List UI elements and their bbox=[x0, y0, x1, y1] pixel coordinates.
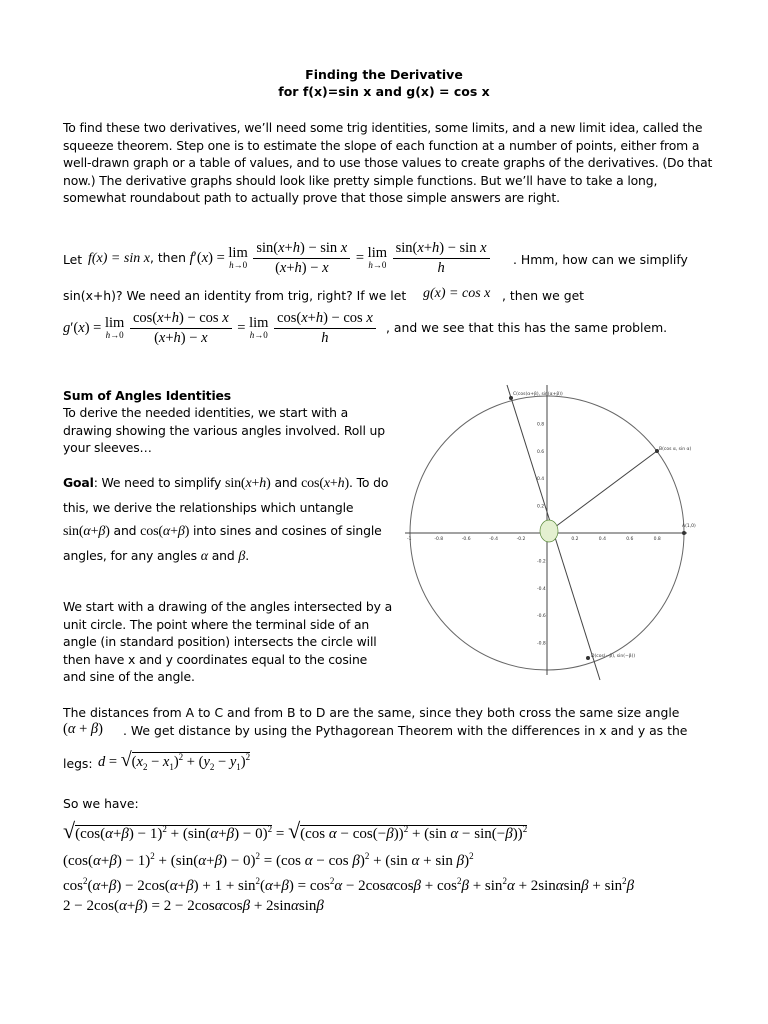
equation-4: 2 − 2cos(α+β) = 2 − 2cosαcosβ + 2sinαsinβ bbox=[63, 898, 324, 914]
fprime-limit-expression: f(x) = sin x, then f′(x) = lim h→0 $\frac{\text{sin(x+h) − sin x}}{(x+h) - x}$ = lim h→0 $\frac{\text{sin(x+h) − sin x}}{h}$ bbox=[88, 240, 492, 277]
f-definition: f(x) = sin x bbox=[88, 250, 150, 266]
ray-b bbox=[547, 451, 657, 533]
y-tick-label: -0.6 bbox=[537, 614, 546, 620]
x-tick-label: -0.6 bbox=[461, 537, 471, 542]
section-heading: Sum of Angles Identities bbox=[63, 388, 232, 403]
x-tick-labels bbox=[407, 536, 661, 542]
title-line-2: for f(x)=sin x and g(x) = cos x bbox=[278, 84, 490, 99]
gprime-limit-expression: g′(x) = lim h→0 $\frac{\text{cos(x+h) − cos x}}{(x+h) - x}$ = lim h→0 $\frac{\text{cos(x+h) − cos x}}{h}$ bbox=[63, 310, 378, 347]
label-c: C(cos(α+β), sin(α+β)) bbox=[513, 392, 563, 397]
let-suffix: . Hmm, how can we simplify bbox=[513, 252, 688, 267]
label-b: B(cos α, sin α) bbox=[659, 447, 692, 452]
unit-circle-diagram bbox=[395, 375, 700, 685]
x-tick-label: 0.8 bbox=[653, 537, 661, 542]
goal-label: Goal bbox=[63, 475, 94, 490]
distance-formula: $d = √(x_2 - x_1)^2 + (y_2 - y_1)^2$ bbox=[98, 749, 251, 772]
g-definition: g(x) = cos x bbox=[423, 286, 491, 301]
y-tick-label: -0.2 bbox=[537, 559, 546, 565]
label-a: A(1,0) bbox=[682, 524, 696, 529]
section-paragraph-1: To derive the needed identities, we start with a drawing showing the various angles involved. Roll up your sleeves… bbox=[63, 405, 385, 456]
legs-label: legs: bbox=[63, 756, 93, 771]
title-line-1: Finding the Derivative bbox=[305, 67, 463, 82]
equation-2: $(\cos(\alpha+\beta) - 1)^2 + (\sin(\alpha+\beta) - 0)^2 = (\cos$ α − cos β)$^2$ + (sin α + sin β)$^2$ bbox=[63, 851, 474, 869]
x-tick-label: 0.2 bbox=[571, 537, 579, 542]
intro-paragraph: To find these two derivatives, we’ll need some trig identities, some limits, and a new limit idea, called the squeeze theorem. Step one is to estimate the slope of each function at a number of points, either from a well-drawn graph or a table of values, and to use those values to create graphs of the derivatives. (Do that now.) The derivative graphs should look like pretty simple functions. But we’ll have to take a long, somewhat roundabout path to actually prove that those simple answers are right. bbox=[63, 120, 713, 206]
sin-line-suffix: , then we get bbox=[502, 288, 585, 303]
distance-line-2: . We get distance by using the Pythagorean Theorem with the differences in x and y as the bbox=[123, 723, 688, 738]
x-tick-label: -1 bbox=[407, 537, 412, 542]
angle-marker bbox=[540, 520, 558, 542]
distance-line-1: The distances from A to C and from B to D are the same, since they both cross the same size angle bbox=[63, 705, 680, 720]
alpha-plus-beta: (α + β) bbox=[63, 721, 103, 737]
y-tick-label: 0.6 bbox=[537, 449, 545, 455]
equation-3: $\cos^2(\alpha+\beta) - 2\cos(\alpha+\beta) + 1 + \sin^2(\alpha+\beta) = \cos^2\alpha - 2\cos\alpha\cos\beta + \cos^2\beta + \sin^2\alpha + 2\sin\alpha\sin\beta + \sin^2\beta$ bbox=[63, 876, 635, 894]
y-tick-label: 0.4 bbox=[537, 477, 545, 483]
then-text: , then bbox=[149, 249, 187, 265]
y-tick-label: 0.2 bbox=[537, 504, 545, 510]
x-tick-label: 0.6 bbox=[626, 537, 634, 542]
x-tick-label: 0.4 bbox=[598, 537, 606, 542]
let-prefix: Let bbox=[63, 252, 83, 267]
y-tick-label: -0.4 bbox=[537, 586, 546, 592]
equation-1: $√(\cos(\alpha+\beta) - 1)^2 + (\sin(\alpha+\beta) - 0)^2 = √(\cos$ α − cos(−β))$^2$ + (sin α − sin(−β))$^2$ bbox=[63, 818, 528, 843]
so-we-have: So we have: bbox=[63, 796, 139, 811]
section-paragraph-3: We start with a drawing of the angles intersected by a unit circle. The point where the terminal side of an angle (in standard position) intersects the circle will then have x and y coordinates equal to the cosine and sine of the angle. bbox=[63, 599, 393, 685]
goal-paragraph: Goal: We need to simplify sin(x+h) and cos(x+h). To do this, we derive the relationships which untangle sin(α+β) and cos(α+β) into sines and cosines of single angles, for any angles α and β. bbox=[63, 475, 389, 564]
x-tick-label: -0.8 bbox=[434, 537, 444, 542]
y-tick-label: 0.8 bbox=[537, 422, 545, 428]
x-tick-label: -0.4 bbox=[489, 537, 498, 542]
y-tick-label: -0.8 bbox=[537, 641, 546, 647]
point-a bbox=[682, 531, 686, 535]
gprime-suffix: , and we see that this has the same problem. bbox=[386, 320, 668, 335]
x-tick-label: -0.2 bbox=[516, 537, 526, 542]
label-d: D(cos(−β), sin(−β)) bbox=[591, 654, 636, 659]
sin-line-text: sin(x+h)? We need an identity from trig, right? If we let bbox=[63, 288, 407, 303]
point-d bbox=[586, 656, 590, 660]
